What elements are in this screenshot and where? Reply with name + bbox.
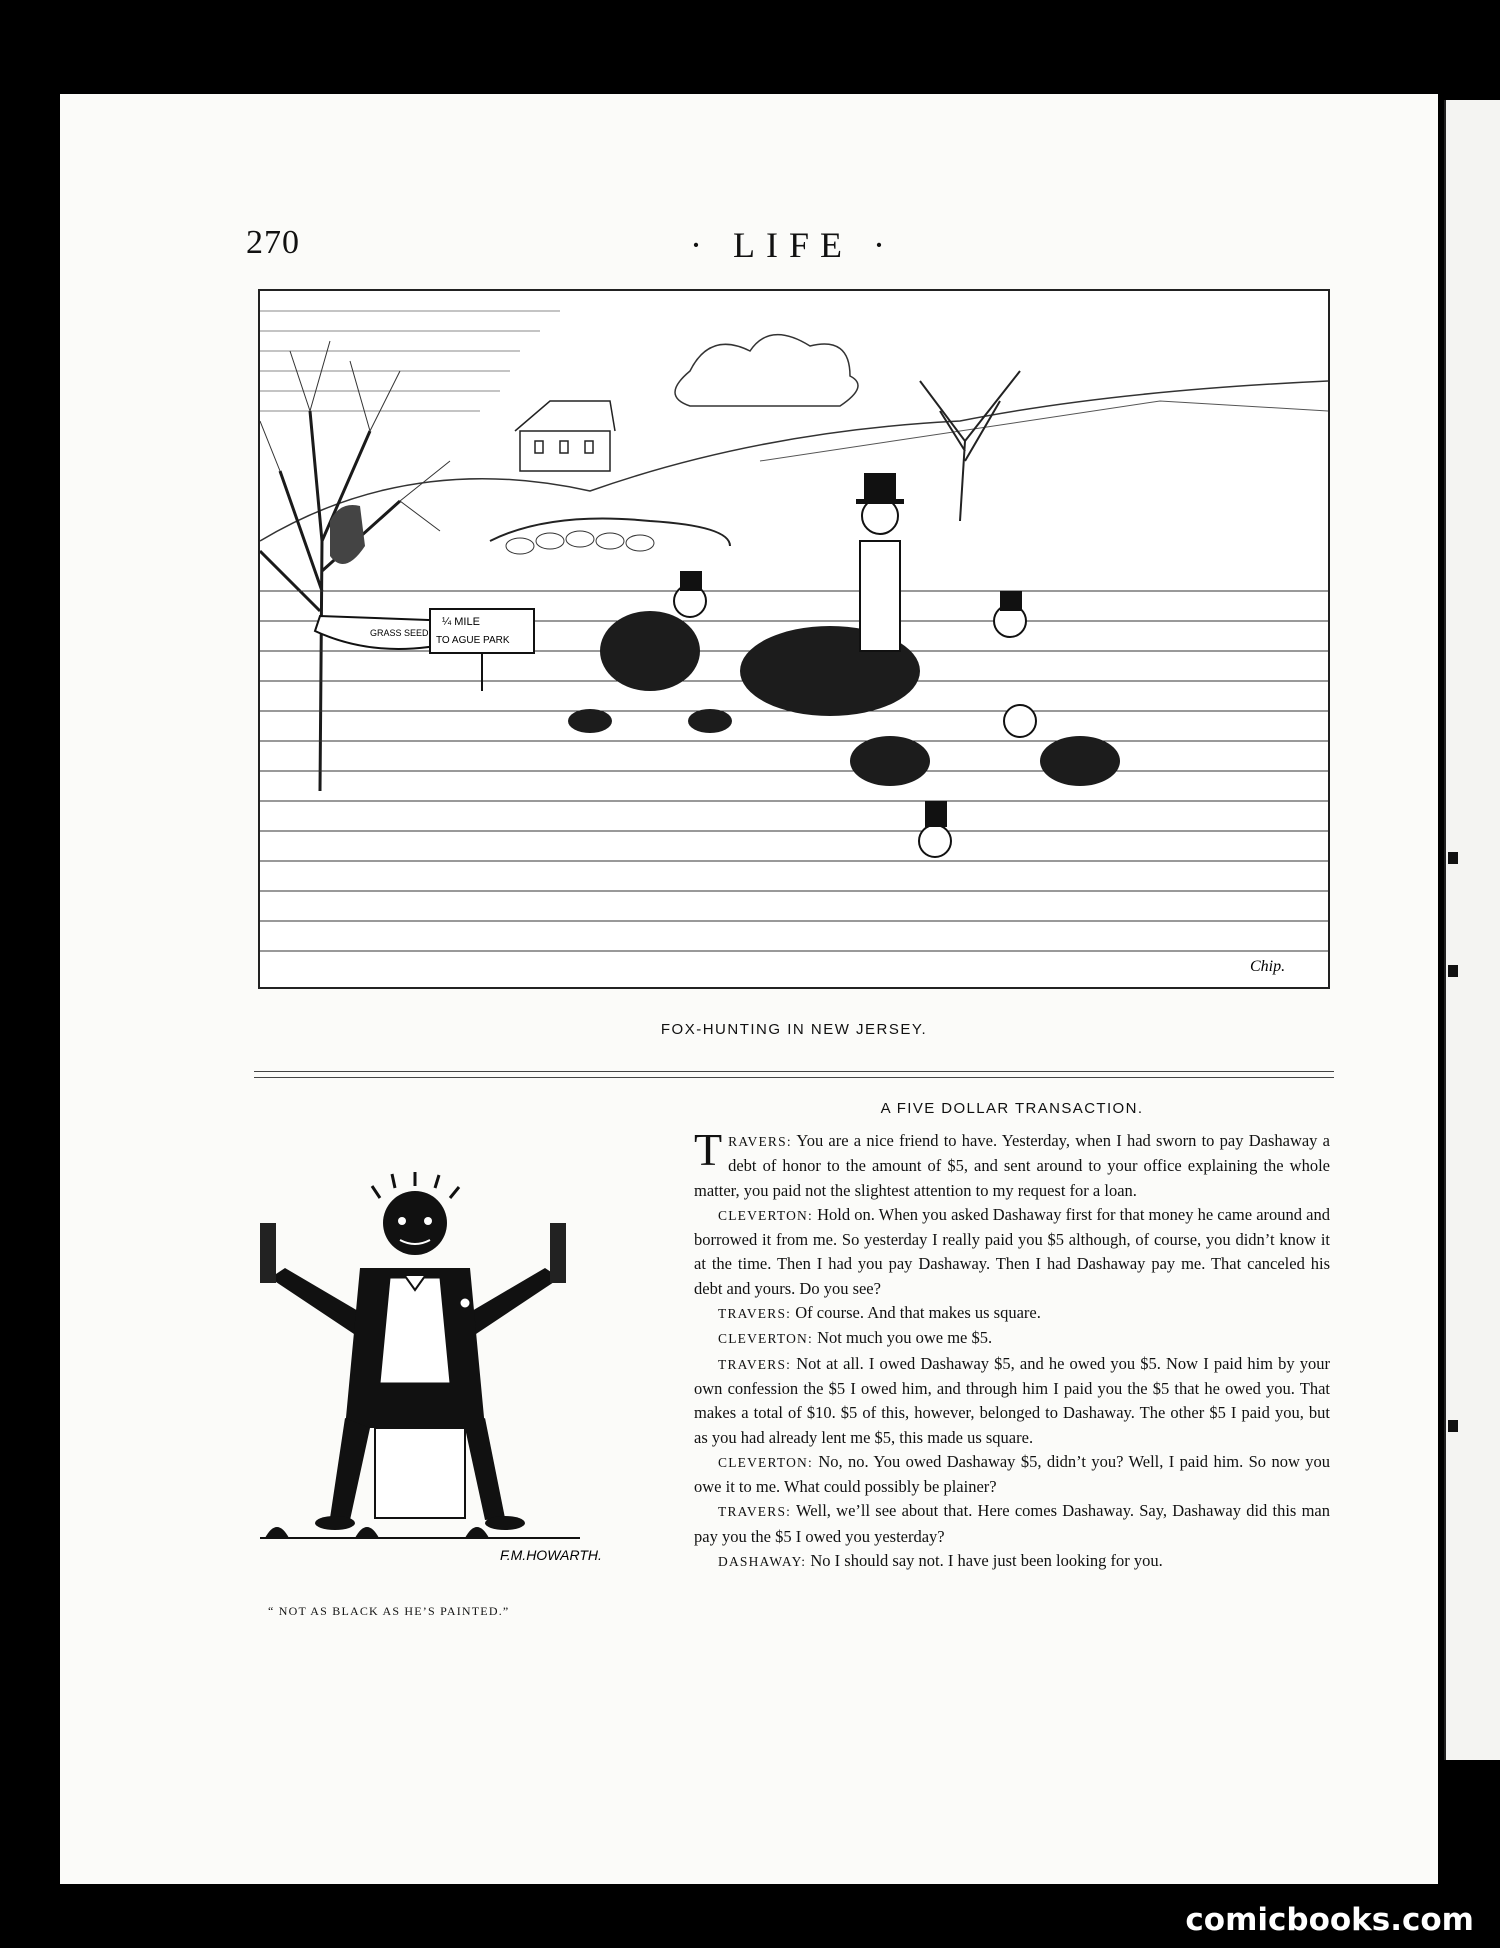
- dialogue-text: Not at all. I owed Dashaway $5, and he owed you $5. Now I paid him by your own confession the $5 I owed him, and through him I paid you the $5 that he owed you. That makes a total of $10. $5 of this, however, belonged to Dashaway. The other $5 I paid you, but as you had already lent me $5, this made us square.: [694, 1353, 1330, 1447]
- article-paragraph: [694, 1450, 1330, 1500]
- illustration-caption: FOX-HUNTING IN NEW JERSEY.: [660, 1021, 928, 1038]
- dialogue-text: Not much you owe me $5.: [812, 1328, 993, 1348]
- speaker-name: TRAVERS:: [718, 1356, 792, 1372]
- speaker-name: RAVERS:: [728, 1134, 792, 1149]
- fox-hunting-illustration: [258, 289, 1330, 989]
- dialogue-text: Of course. And that makes us square.: [791, 1303, 1041, 1323]
- dialogue-text: You are a nice friend to have. Yesterday, when I had sworn to pay Dashaway a debt of honor to the amount of $5, and sent around to your office explaining the whole matter, you paid not the slightest attention to my request for a loan.: [694, 1131, 1330, 1200]
- article-paragraph: [694, 1124, 1330, 1203]
- cartoon-caption: “ NOT AS BLACK AS HE’S PAINTED.”: [268, 1604, 510, 1618]
- drop-cap: T: [694, 1124, 723, 1175]
- seated-figure-illustration: [250, 1128, 670, 1568]
- speaker-name: CLEVERTON:: [718, 1207, 813, 1223]
- article: [694, 1100, 1330, 1574]
- page-number: 270: [246, 224, 300, 261]
- article-paragraph: [694, 1203, 1330, 1301]
- speaker-name: CLEVERTON:: [718, 1331, 813, 1347]
- speaker-name: DASHAWAY:: [718, 1554, 807, 1570]
- article-paragraph: [694, 1352, 1330, 1450]
- binding-stitch: [1448, 1420, 1458, 1432]
- masthead-title: · LIFE ·: [690, 225, 896, 265]
- artist-signature: Chip.: [1250, 958, 1286, 975]
- dialogue-text: Well, we’ll see about that. Here comes Dashaway. Say, Dashaway did this man pay you the $5 I owed you yesterday?: [694, 1501, 1330, 1546]
- seated-figure-drawing: [250, 1128, 670, 1568]
- artist-signature-2: F.M.HOWARTH.: [500, 1547, 602, 1563]
- sign-line-1: ¼ MILE: [442, 616, 480, 628]
- sign-line-2: TO AGUE PARK: [436, 635, 510, 646]
- speaker-name: TRAVERS:: [718, 1306, 792, 1322]
- watermark[interactable]: comicbooks.com: [1185, 1902, 1474, 1938]
- boat-label: GRASS SEED: [370, 628, 429, 638]
- dialogue-text: No I should say not. I have just been looking for you.: [806, 1551, 1163, 1571]
- binding-stitch: [1448, 852, 1458, 864]
- fox-hunting-drawing: [260, 291, 1328, 987]
- dialogue-text: No, no. You owed Dashaway $5, didn’t you? Well, I paid him. So now you owe it to me. What could possibly be plainer?: [694, 1451, 1330, 1497]
- divider-rule: [254, 1077, 1334, 1078]
- speaker-name: CLEVERTON:: [718, 1454, 813, 1470]
- article-paragraph: [694, 1326, 1330, 1351]
- article-paragraph: [694, 1301, 1330, 1326]
- facing-page-edge: [1444, 100, 1500, 1760]
- divider-rule: [254, 1071, 1334, 1072]
- dialogue-text: Hold on. When you asked Dashaway first for that money he came around and borrowed it from me. So yesterday I really paid you $5 although, of course, you didn’t know it at the time. Then I had you pay Dashaway. Then I had Dashaway pay me. That canceled his debt and yours. Do you see?: [694, 1204, 1330, 1298]
- binding-stitch: [1448, 965, 1458, 977]
- speaker-name: TRAVERS:: [718, 1504, 792, 1520]
- article-title: A FIVE DOLLAR TRANSACTION.: [880, 1100, 1144, 1117]
- article-paragraph: [694, 1549, 1330, 1574]
- article-paragraph: [694, 1499, 1330, 1549]
